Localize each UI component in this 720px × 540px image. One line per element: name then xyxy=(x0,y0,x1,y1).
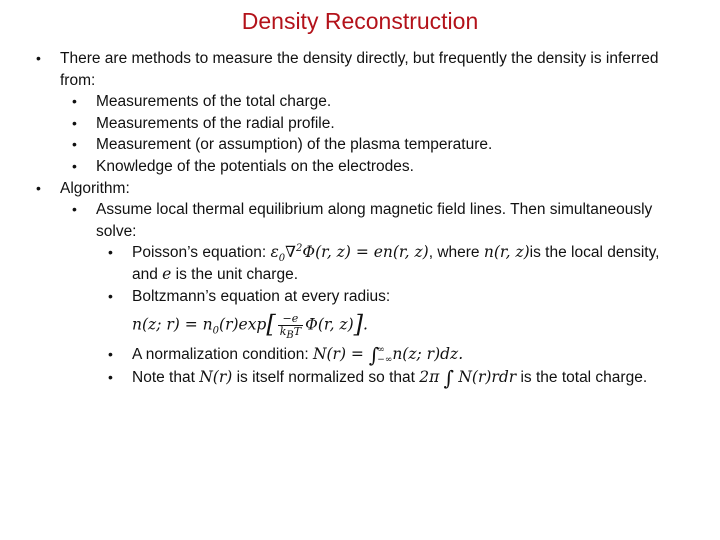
bullet-icon: • xyxy=(72,201,77,218)
poisson-label: Poisson’s equation: xyxy=(132,244,271,262)
algorithm-sublist xyxy=(60,199,676,389)
bullet-icon: • xyxy=(108,346,113,363)
potential-expression: Φ(r, z) xyxy=(305,315,354,334)
right-bracket-icon: ] xyxy=(353,310,364,339)
normalization-equation xyxy=(312,343,464,368)
slide-content xyxy=(36,48,676,389)
list-item xyxy=(60,113,676,135)
integral-icon: ∫ xyxy=(368,343,380,368)
fraction-denominator xyxy=(278,325,303,342)
nabla-superscript: 2 xyxy=(295,243,303,255)
normalization-lhs: N(r) = xyxy=(312,345,369,364)
list-item-intro xyxy=(36,48,676,178)
note-integrand: N(r)rdr xyxy=(458,367,517,386)
algorithm-step-text: Assume local thermal equilibrium along magnetic field lines. Then simultaneously solve: xyxy=(96,201,653,240)
list-item-boltzmann xyxy=(96,286,676,342)
fraction-numerator: −e xyxy=(278,313,303,326)
note-text-2: is itself normalized so that xyxy=(232,368,420,386)
boltzmann-equation xyxy=(132,310,676,342)
poisson-tail-text: is the local density, and xyxy=(132,244,660,283)
list-item-note xyxy=(96,367,676,390)
poisson-tail-text-2: is the unit charge. xyxy=(171,265,299,283)
list-item-text: Knowledge of the potentials on the electrodes. xyxy=(96,157,414,175)
k-subscript: B xyxy=(286,330,294,342)
equations-sublist xyxy=(96,242,676,389)
slide-title: Density Reconstruction xyxy=(241,8,479,34)
boltzmann-rhs: (r)exp xyxy=(219,315,267,334)
list-item xyxy=(60,134,676,156)
note-text-1: Note that xyxy=(132,368,200,386)
N-expression: N(r) xyxy=(199,367,233,386)
charge-symbol: e xyxy=(162,264,172,283)
list-item xyxy=(60,156,676,178)
bullet-icon: • xyxy=(108,244,113,261)
epsilon-subscript: 0 xyxy=(278,253,286,265)
bullet-icon: • xyxy=(108,368,113,385)
bullet-icon: • xyxy=(36,179,41,196)
poisson-equation-rest: Φ(r, z) = en(r, z) xyxy=(302,243,429,262)
normalization-label: A normalization condition: xyxy=(132,346,313,364)
equation-period: . xyxy=(363,315,368,334)
list-item xyxy=(60,91,676,113)
list-item-text: Measurement (or assumption) of the plasma temperature. xyxy=(96,136,493,154)
intro-text: There are methods to measure the density directly, but frequently the density is inferred from: xyxy=(60,50,659,89)
list-item-poisson xyxy=(96,242,676,285)
boltzmann-label: Boltzmann’s equation at every radius: xyxy=(132,287,391,305)
integral-icon: ∫ xyxy=(443,365,455,390)
normalization-integrand: n(z; r)dz xyxy=(392,345,459,364)
bullet-icon: • xyxy=(72,93,77,110)
two-pi-symbol: 2π xyxy=(419,367,440,386)
bullet-icon: • xyxy=(72,136,77,153)
density-expression: n(r, z) xyxy=(483,243,530,262)
nabla-symbol: ∇ xyxy=(285,243,296,262)
integral-upper-limit: ∞ xyxy=(377,345,385,356)
top-level-list xyxy=(36,48,676,389)
poisson-equation xyxy=(270,243,429,265)
bullet-icon: • xyxy=(72,157,77,174)
bullet-icon: • xyxy=(36,50,41,66)
integral-lower-limit: −∞ xyxy=(377,355,393,366)
list-item-text: Measurements of the radial profile. xyxy=(96,114,335,132)
note-text-3: is the total charge. xyxy=(516,368,648,386)
boltzmann-lhs: n(z; r) = n xyxy=(132,315,213,334)
epsilon-symbol: ε xyxy=(270,243,279,262)
list-item-normalization xyxy=(96,344,676,367)
list-item-text: Measurements of the total charge. xyxy=(96,93,332,111)
bullet-icon: • xyxy=(108,287,113,304)
algorithm-label: Algorithm: xyxy=(60,179,130,197)
intro-sublist xyxy=(60,91,676,177)
left-bracket-icon: [ xyxy=(266,310,276,339)
k-symbol: k xyxy=(279,325,287,339)
integral-limits xyxy=(377,345,392,365)
poisson-mid-text: , where xyxy=(428,244,484,262)
fraction xyxy=(278,312,303,342)
bullet-icon: • xyxy=(72,114,77,131)
list-item-algorithm xyxy=(36,178,676,390)
n-zero-subscript: 0 xyxy=(212,325,220,337)
equation-period: . xyxy=(458,345,464,364)
list-item-step xyxy=(60,199,676,389)
temperature-symbol: T xyxy=(293,325,302,339)
